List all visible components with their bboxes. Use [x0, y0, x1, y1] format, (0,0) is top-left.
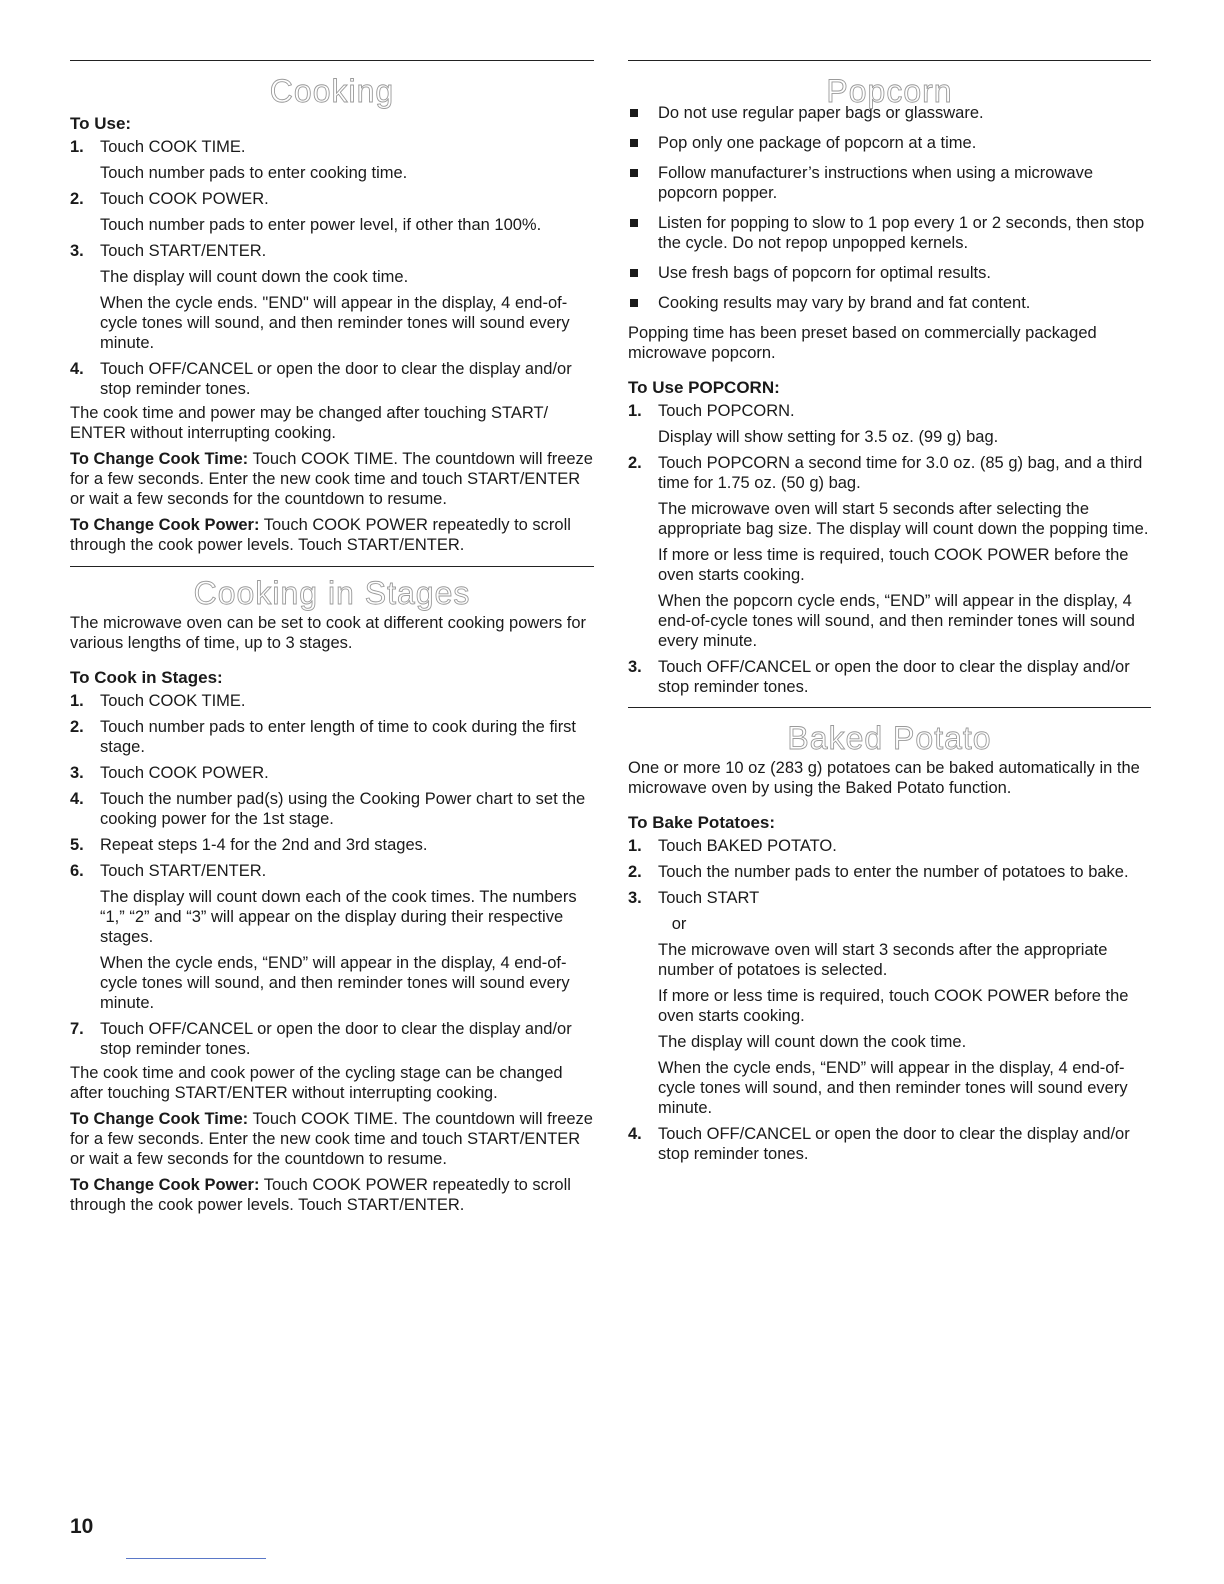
step-item — [70, 861, 594, 1013]
square-bullet-icon — [630, 169, 638, 177]
change-time-text: Touch COOK TIME. The countdown will freeze for a few seconds. Enter the new cook time and touch START/ENTER or wait a few seconds for the countdown to resume. — [70, 1110, 593, 1168]
change-time-lead: To Change Cook Time: — [70, 1110, 249, 1128]
step-text: Touch POPCORN a second time for 3.0 oz. (85 g) bag, and a third time for 1.75 oz. (50 g) bag. — [658, 454, 1143, 492]
bullet-item — [628, 163, 1151, 203]
popcorn-title: Popcorn — [826, 73, 953, 109]
step-item — [628, 862, 1151, 882]
bullet-text: Listen for popping to slow to 1 pop every 1 or 2 seconds, then stop the cycle. Do not repop unpopped kernels. — [658, 214, 1145, 252]
square-bullet-icon — [630, 299, 638, 307]
change-time-lead: To Change Cook Time: — [70, 450, 249, 468]
step-number: 6. — [70, 862, 84, 880]
step-text: Touch COOK POWER. — [100, 190, 269, 208]
step-detail: If more or less time is required, touch COOK POWER before the oven starts cooking. — [658, 546, 1129, 584]
step-text: Touch the number pads to enter the number of potatoes to bake. — [658, 863, 1129, 881]
step-detail: The microwave oven will start 3 seconds after the appropriate number of potatoes is selected. — [658, 941, 1108, 979]
step-number: 2. — [628, 863, 642, 881]
bullet-item — [628, 263, 1151, 283]
step-detail: The display will count down each of the cook times. The numbers “1,” “2” and “3” will appear on the display during their respective stages. — [100, 888, 577, 946]
step-number: 4. — [70, 360, 84, 378]
section-rule — [628, 707, 1151, 708]
step-detail: When the cycle ends, “END” will appear in the display, 4 end-of-cycle tones will sound, and then reminder tones will sound every minute. — [100, 954, 570, 1012]
cooking-change-power — [70, 515, 594, 555]
cooking-change-note: The cook time and power may be changed after touching START/ ENTER without interrupting cooking. — [70, 404, 549, 442]
change-time-text: Touch COOK TIME. The countdown will freeze for a few seconds. Enter the new cook time and touch START/ENTER or wait a few seconds for the countdown to resume. — [70, 450, 593, 508]
step-detail: The display will count down the cook time. — [658, 1033, 967, 1051]
step-detail: If more or less time is required, touch COOK POWER before the oven starts cooking. — [658, 987, 1129, 1025]
bullet-text: Pop only one package of popcorn at a time. — [658, 134, 977, 152]
step-number: 3. — [70, 764, 84, 782]
step-detail: Touch number pads to enter power level, if other than 100%. — [100, 216, 542, 234]
step-number: 5. — [70, 836, 84, 854]
step-number: 1. — [70, 692, 84, 710]
step-text: Touch BAKED POTATO. — [658, 837, 837, 855]
square-bullet-icon — [630, 109, 638, 117]
step-detail: When the cycle ends, “END” will appear in the display, 4 end-of-cycle tones will sound, and then reminder tones will sound every minute. — [658, 1059, 1128, 1117]
step-item — [628, 453, 1151, 651]
step-detail: When the popcorn cycle ends, “END” will appear in the display, 4 end-of-cycle tones will sound, and then reminder tones will sound every minute. — [658, 592, 1135, 650]
bullet-item — [628, 133, 1151, 153]
step-number: 1. — [70, 138, 84, 156]
step-item — [70, 763, 594, 783]
change-power-text: Touch COOK POWER repeatedly to scroll through the cook power levels. Touch START/ENTER. — [70, 516, 571, 554]
step-item — [70, 137, 594, 183]
step-text: Touch the number pad(s) using the Cooking Power chart to set the cooking power for the 1st stage. — [100, 790, 586, 828]
step-detail: When the cycle ends. "END" will appear in the display, 4 end-of-cycle tones will sound, and then reminder tones will sound every minute. — [100, 294, 570, 352]
step-number: 3. — [628, 658, 642, 676]
step-text: Touch number pads to enter length of time to cook during the first stage. — [100, 718, 577, 756]
cooking-title: Cooking — [269, 73, 395, 109]
step-number: 7. — [70, 1020, 84, 1038]
square-bullet-icon — [630, 139, 638, 147]
step-text: Touch COOK POWER. — [100, 764, 269, 782]
step-detail: or — [658, 915, 687, 933]
potato-steps — [628, 836, 1151, 1164]
step-number: 2. — [628, 454, 642, 472]
step-text: Touch COOK TIME. — [100, 692, 246, 710]
to-use-heading: To Use: — [70, 114, 132, 133]
page-number: 10 — [70, 1515, 94, 1538]
step-text: Touch START — [658, 889, 760, 907]
section-rule — [70, 566, 594, 567]
step-text: Touch START/ENTER. — [100, 242, 267, 260]
section-rule — [628, 60, 1151, 61]
step-detail: The display will count down the cook time. — [100, 268, 409, 286]
step-detail: Touch number pads to enter cooking time. — [100, 164, 408, 182]
popcorn-heading: To Use POPCORN: — [628, 378, 780, 397]
section-rule — [70, 60, 594, 61]
bullet-text: Follow manufacturer’s instructions when using a microwave popcorn popper. — [658, 164, 1093, 202]
step-item — [628, 1124, 1151, 1164]
stages-change-time — [70, 1109, 594, 1169]
step-item — [628, 401, 1151, 447]
step-text: Repeat steps 1-4 for the 2nd and 3rd stages. — [100, 836, 428, 854]
bullet-item — [628, 103, 1151, 123]
step-text: Touch POPCORN. — [658, 402, 795, 420]
change-power-text: Touch COOK POWER repeatedly to scroll through the cook power levels. Touch START/ENTER. — [70, 1176, 571, 1214]
potato-heading: To Bake Potatoes: — [628, 813, 776, 832]
stages-intro: The microwave oven can be set to cook at different cooking powers for various lengths of time, up to 3 stages. — [70, 614, 587, 652]
square-bullet-icon — [630, 269, 638, 277]
bullet-item — [628, 293, 1151, 313]
bullet-text: Do not use regular paper bags or glassware. — [658, 104, 984, 122]
step-number: 4. — [628, 1125, 642, 1143]
change-power-lead: To Change Cook Power: — [70, 1176, 260, 1194]
step-item — [70, 189, 594, 235]
step-item — [70, 241, 594, 353]
stages-change-power — [70, 1175, 594, 1215]
step-item — [628, 836, 1151, 856]
step-number: 3. — [70, 242, 84, 260]
step-number: 1. — [628, 837, 642, 855]
step-item — [70, 835, 594, 855]
step-text: Touch START/ENTER. — [100, 862, 267, 880]
step-item — [70, 789, 594, 829]
step-number: 4. — [70, 790, 84, 808]
step-item — [70, 717, 594, 757]
step-number: 3. — [628, 889, 642, 907]
potato-intro: One or more 10 oz (283 g) potatoes can be baked automatically in the microwave oven by using the Baked Potato function. — [628, 759, 1140, 797]
step-item — [70, 359, 594, 399]
popcorn-preset: Popping time has been preset based on commercially packaged microwave popcorn. — [628, 324, 1097, 362]
change-power-lead: To Change Cook Power: — [70, 516, 260, 534]
left-column — [70, 60, 594, 1215]
step-text: Touch OFF/CANCEL or open the door to clear the display and/or stop reminder tones. — [658, 658, 1130, 696]
step-text: Touch OFF/CANCEL or open the door to clear the display and/or stop reminder tones. — [100, 360, 572, 398]
cooking-steps — [70, 137, 594, 399]
footer-line — [126, 1558, 266, 1559]
bullet-item — [628, 213, 1151, 253]
stages-heading: To Cook in Stages: — [70, 668, 223, 687]
popcorn-steps — [628, 401, 1151, 697]
cooking-change-time — [70, 449, 594, 509]
stages-change-note: The cook time and cook power of the cycling stage can be changed after touching START/ENTER without interrupting cooking. — [70, 1064, 563, 1102]
square-bullet-icon — [630, 219, 638, 227]
popcorn-bullets — [628, 103, 1151, 313]
step-number: 1. — [628, 402, 642, 420]
bullet-text: Use fresh bags of popcorn for optimal results. — [658, 264, 991, 282]
step-detail: The microwave oven will start 5 seconds after selecting the appropriate bag size. The display will count down the popping time. — [658, 500, 1149, 538]
step-text: Touch OFF/CANCEL or open the door to clear the display and/or stop reminder tones. — [658, 1125, 1130, 1163]
step-text: Touch COOK TIME. — [100, 138, 246, 156]
potato-title: Baked Potato — [787, 720, 992, 756]
step-item — [70, 691, 594, 711]
step-detail: Display will show setting for 3.5 oz. (99 g) bag. — [658, 428, 999, 446]
stages-title: Cooking in Stages — [193, 575, 471, 611]
step-number: 2. — [70, 190, 84, 208]
step-item — [628, 888, 1151, 1118]
step-text: Touch OFF/CANCEL or open the door to clear the display and/or stop reminder tones. — [100, 1020, 572, 1058]
step-item — [628, 657, 1151, 697]
step-item — [70, 1019, 594, 1059]
step-number: 2. — [70, 718, 84, 736]
stages-steps — [70, 691, 594, 1059]
right-column — [628, 60, 1151, 1164]
bullet-text: Cooking results may vary by brand and fat content. — [658, 294, 1031, 312]
